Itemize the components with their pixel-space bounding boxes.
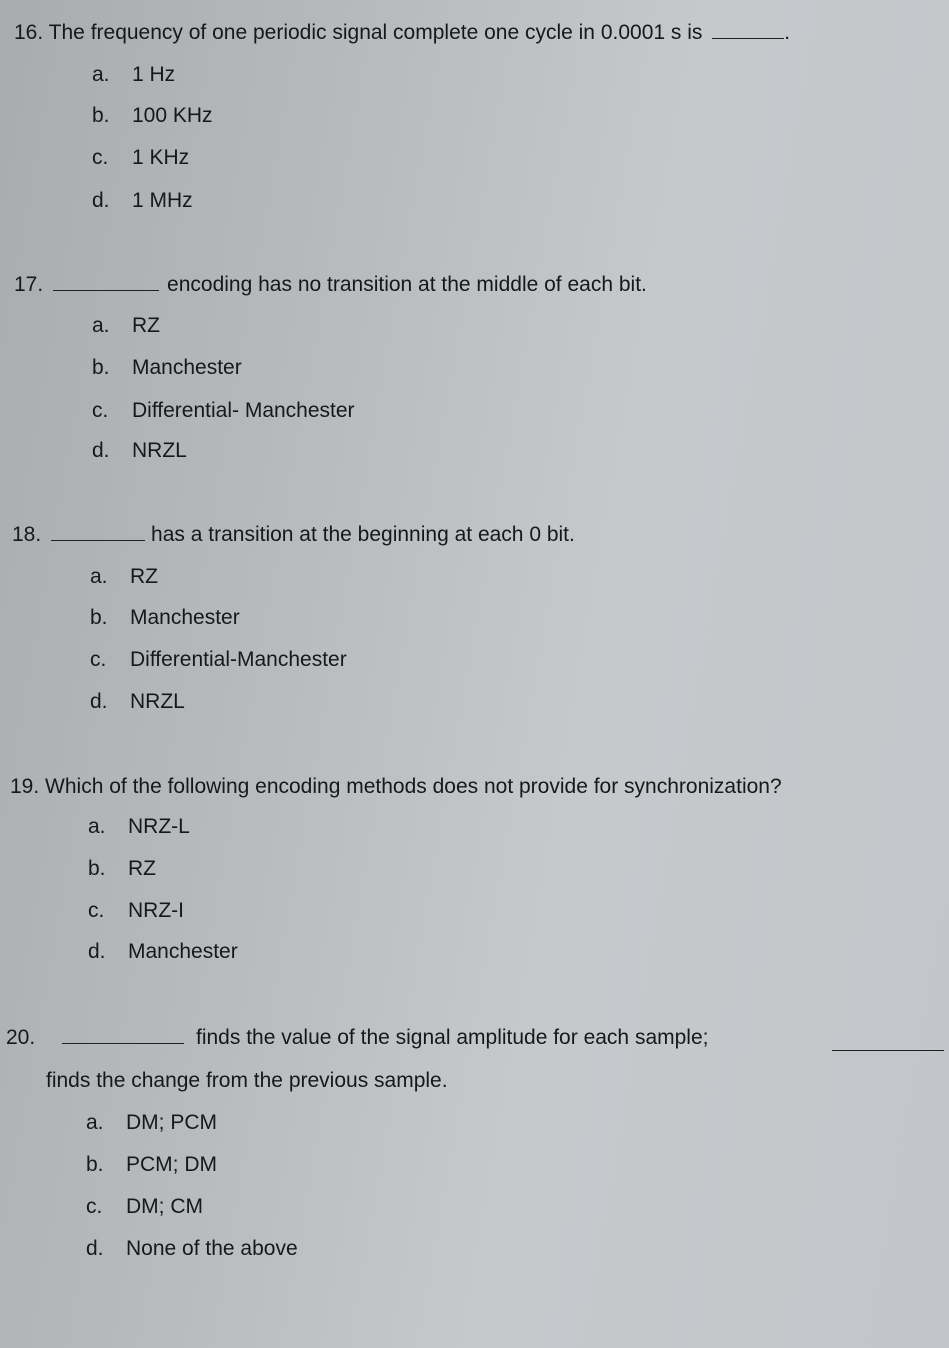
- option-16d: [92, 188, 193, 214]
- option-19a: [88, 814, 190, 840]
- option-text: DM; PCM: [126, 1111, 217, 1134]
- option-20a: [86, 1110, 217, 1136]
- option-text: DM; CM: [126, 1195, 203, 1218]
- option-text: NRZ-I: [128, 899, 184, 922]
- option-text: RZ: [132, 314, 160, 337]
- option-text: PCM; DM: [126, 1153, 217, 1176]
- option-letter: d.: [88, 940, 106, 963]
- option-letter: a.: [92, 314, 110, 337]
- question-text-end: .: [784, 21, 791, 44]
- option-19c: [88, 898, 184, 924]
- option-letter: b.: [88, 857, 106, 880]
- option-text: Manchester: [128, 940, 238, 963]
- option-letter: d.: [92, 439, 110, 462]
- option-17a: [92, 313, 160, 339]
- option-letter: a.: [90, 565, 108, 588]
- option-20b: [86, 1152, 217, 1178]
- question-number: 17.: [14, 273, 44, 296]
- option-text: 1 Hz: [132, 63, 176, 86]
- question-text: has a transition at the beginning at each 0 bit.: [151, 523, 575, 546]
- answer-blank-2: [832, 1032, 944, 1051]
- option-letter: d.: [90, 690, 108, 713]
- question-text: finds the value of the signal amplitude for each sample;: [196, 1026, 709, 1049]
- option-letter: c.: [92, 399, 109, 422]
- option-letter: c.: [86, 1195, 103, 1218]
- option-letter: b.: [86, 1153, 104, 1176]
- option-text: 1 MHz: [132, 189, 193, 212]
- answer-blank: [51, 522, 145, 541]
- answer-blank: [53, 272, 159, 291]
- question-17: [14, 272, 647, 298]
- question-16: [14, 20, 790, 46]
- answer-blank: [712, 20, 784, 39]
- option-text: Manchester: [130, 606, 240, 629]
- option-letter: c.: [90, 648, 107, 671]
- option-text: Manchester: [132, 356, 242, 379]
- question-text: Which of the following encoding methods does not provide for synchronization?: [45, 775, 782, 798]
- option-17d: [92, 438, 187, 464]
- question-number: 16.: [14, 21, 44, 44]
- option-text: 100 KHz: [132, 104, 213, 127]
- option-letter: a.: [88, 815, 106, 838]
- option-text: None of the above: [126, 1237, 298, 1260]
- option-19b: [88, 856, 156, 882]
- question-18: [12, 522, 575, 548]
- option-text: NRZL: [132, 439, 187, 462]
- option-letter: b.: [90, 606, 108, 629]
- question-text-line2: finds the change from the previous sample.: [46, 1069, 448, 1092]
- option-letter: d.: [86, 1237, 104, 1260]
- option-text: RZ: [130, 565, 158, 588]
- question-20: [6, 1025, 708, 1051]
- option-text: NRZL: [130, 690, 185, 713]
- option-20c: [86, 1194, 203, 1220]
- option-16a: [92, 62, 175, 88]
- option-letter: d.: [92, 189, 110, 212]
- option-letter: a.: [86, 1111, 104, 1134]
- option-17c: [92, 398, 355, 424]
- option-18c: [90, 647, 347, 673]
- question-number: 20.: [6, 1026, 36, 1049]
- option-letter: a.: [92, 63, 110, 86]
- option-letter: c.: [92, 146, 109, 169]
- option-20d: [86, 1236, 298, 1262]
- question-19: [10, 774, 782, 800]
- option-19d: [88, 939, 238, 965]
- option-text: 1 KHz: [132, 146, 190, 169]
- option-16b: [92, 103, 213, 129]
- option-text: Differential-Manchester: [130, 648, 347, 671]
- option-letter: b.: [92, 104, 110, 127]
- option-letter: b.: [92, 356, 110, 379]
- question-text: The frequency of one periodic signal complete one cycle in 0.0001 s is: [48, 21, 703, 44]
- question-number: 19.: [10, 775, 40, 798]
- option-letter: c.: [88, 899, 105, 922]
- option-18b: [90, 605, 240, 631]
- question-text: encoding has no transition at the middle of each bit.: [167, 273, 647, 296]
- question-20-line2: [46, 1068, 448, 1094]
- option-17b: [92, 355, 242, 381]
- option-18a: [90, 564, 158, 590]
- option-text: Differential- Manchester: [132, 399, 355, 422]
- option-text: NRZ-L: [128, 815, 190, 838]
- option-18d: [90, 689, 185, 715]
- option-text: RZ: [128, 857, 156, 880]
- option-16c: [92, 145, 189, 171]
- question-number: 18.: [12, 523, 42, 546]
- answer-blank-1: [62, 1025, 184, 1044]
